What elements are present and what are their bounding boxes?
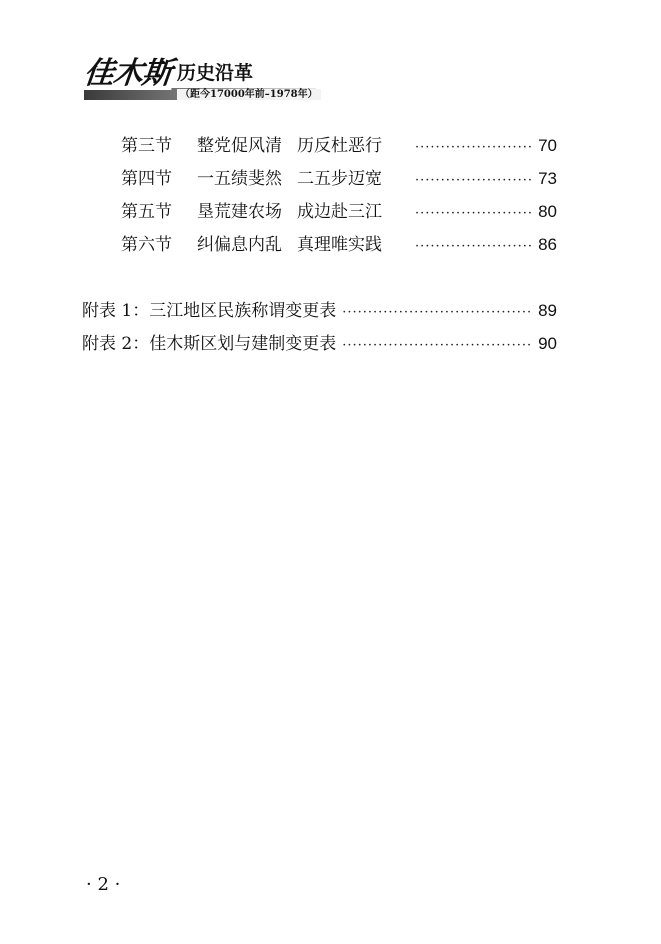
section-number: 第六节	[121, 235, 172, 255]
section-number: 第三节	[121, 136, 172, 156]
page-number: 70	[538, 136, 557, 155]
folio-page-number: · 2 ·	[86, 874, 121, 895]
toc-entry-section[interactable]	[121, 234, 557, 258]
running-header	[84, 58, 324, 110]
appendix-label: 附表 2：佳木斯区划与建制变更表	[82, 334, 337, 354]
section-number: 第四节	[121, 169, 172, 189]
section-title: 垦荒建农场	[197, 202, 282, 222]
page-number: 90	[538, 334, 557, 353]
toc-entry-appendix[interactable]	[82, 333, 557, 357]
toc-entry-section[interactable]	[121, 201, 557, 225]
dot-leader	[342, 335, 532, 357]
section-subtitle: 真理唯实践	[297, 235, 382, 255]
toc-entry-section[interactable]	[121, 168, 557, 192]
toc-entry-appendix[interactable]	[82, 300, 557, 324]
dot-leader	[415, 236, 532, 258]
dot-leader	[415, 203, 532, 225]
section-title: 一五绩斐然	[197, 169, 282, 189]
dot-leader	[415, 137, 532, 159]
page-number: 86	[538, 235, 557, 254]
book-title: 历史沿革	[177, 62, 254, 84]
section-subtitle: 历反杜恶行	[297, 136, 382, 156]
dot-leader	[415, 170, 532, 192]
section-title: 整党促风清	[197, 136, 282, 156]
section-subtitle: 成边赴三江	[297, 202, 382, 222]
page-number: 89	[538, 301, 557, 320]
dot-leader	[342, 302, 532, 324]
section-subtitle: 二五步迈宽	[297, 169, 382, 189]
toc-entry-section[interactable]	[121, 135, 557, 159]
section-title: 纠偏息内乱	[197, 235, 282, 255]
section-number: 第五节	[121, 202, 172, 222]
date-range-subtitle: （距今17000年前–1978年）	[177, 89, 321, 100]
brand-calligraphy: 佳木斯	[82, 56, 173, 91]
page-number: 80	[538, 202, 557, 221]
appendix-label: 附表 1：三江地区民族称谓变更表	[82, 301, 337, 321]
page-number: 73	[538, 169, 557, 188]
